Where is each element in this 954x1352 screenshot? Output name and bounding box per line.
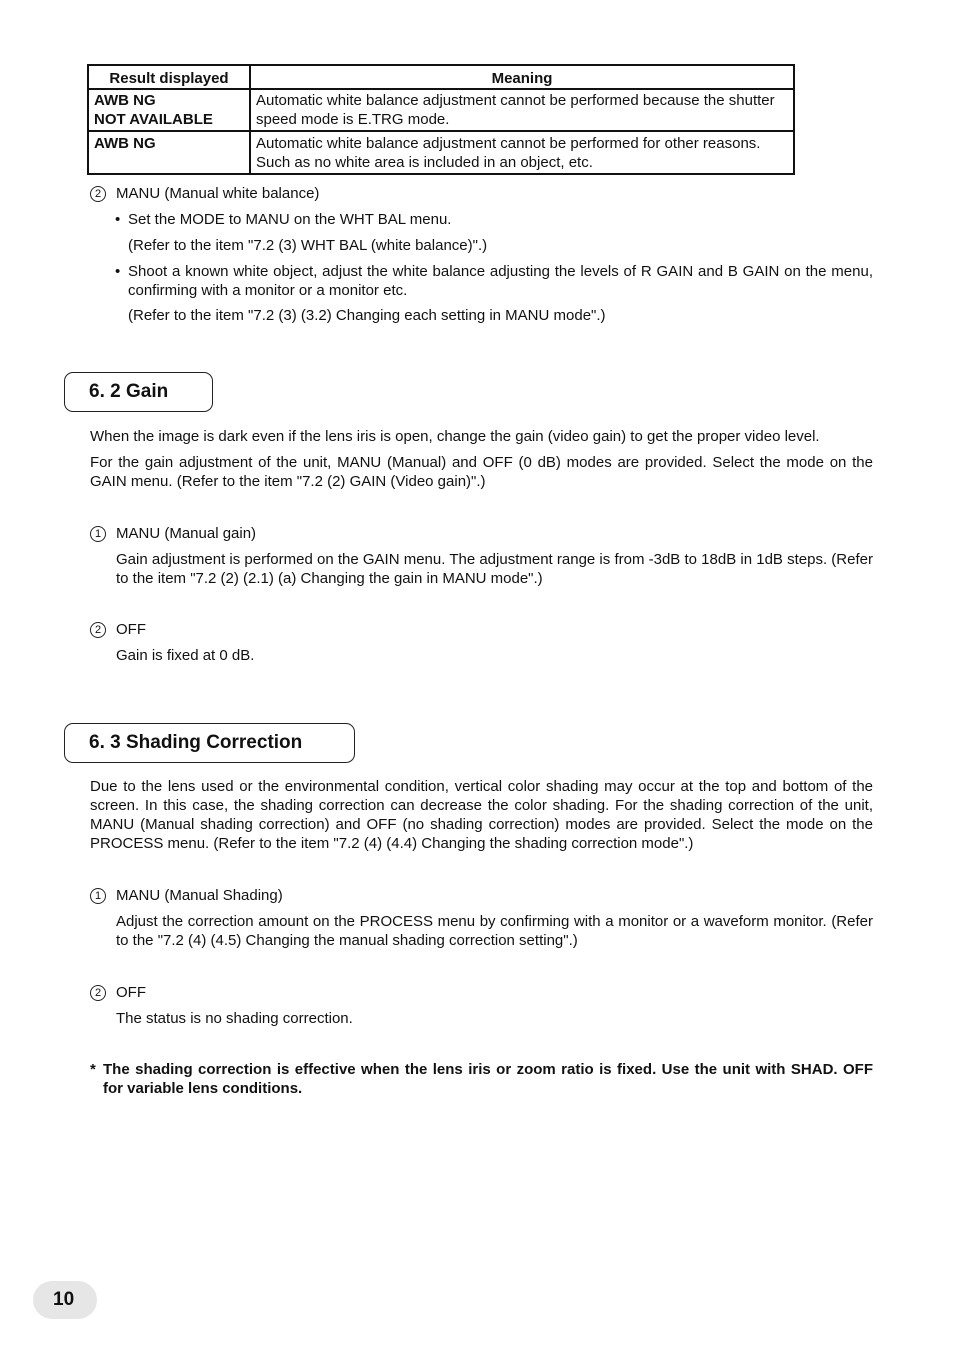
shading-note: The shading correction is effective when the lens iris or zoom ratio is fixed. Use the unit with SHAD. OFF for variable lens conditions. (103, 1061, 873, 1097)
item-number-circle: 2 (90, 985, 106, 1001)
table-row (88, 89, 794, 131)
shading-item-2-title-row (90, 983, 146, 1002)
item-number-circle: 1 (90, 526, 106, 542)
shading-paragraph-1: Due to the lens used or the environmental condition, vertical color shading may occur at the top and bottom of the screen. In this case, the shading correction can decrease the color shading. For the shading correction of the unit, MANU (Manual shading correction) and OFF (no shading correction) modes are provided. Select the mode on the PROCESS menu. (Refer to the item "7.2 (4) (4.4) Changing the shading correction mode".) (90, 778, 873, 852)
table-cell-meaning: Automatic white balance adjustment cannot be performed because the shutter speed mode is E.TRG mode. (250, 89, 794, 131)
shading-item-2-text: The status is no shading correction. (116, 1010, 353, 1027)
table-cell-result (88, 131, 250, 174)
note-asterisk: * (90, 1061, 96, 1078)
item-number-circle: 1 (90, 888, 106, 904)
section-heading-shading: 6. 3 Shading Correction (64, 723, 355, 763)
gain-item-1-title: MANU (Manual gain) (116, 525, 257, 542)
bullet-dot: • (115, 211, 121, 228)
column-header-meaning: Meaning (250, 65, 794, 89)
table-header-row (88, 65, 794, 89)
item-number-circle: 2 (90, 186, 106, 202)
shading-item-1-text: Adjust the correction amount on the PROCESS menu by confirming with a monitor or a waveform monitor. (Refer to the "7.2 (4) (4.5) Changing the manual shading correction setting".) (116, 913, 873, 949)
wb-manu-title: MANU (Manual white balance) (116, 185, 320, 202)
gain-paragraph-2: For the gain adjustment of the unit, MANU (Manual) and OFF (0 dB) modes are provided. Select the mode on the GAIN menu. (Refer to the item "7.2 (2) GAIN (Video gain)".) (90, 454, 873, 490)
column-header-result: Result displayed (88, 65, 250, 89)
section-heading-gain: 6. 2 Gain (64, 372, 213, 412)
gain-item-2-text: Gain is fixed at 0 dB. (116, 647, 255, 664)
wb-manu-bullet-1: Set the MODE to MANU on the WHT BAL menu. (128, 211, 452, 228)
result-line: AWB NG (94, 92, 156, 109)
gain-item-1-title-row (90, 524, 256, 543)
page-number-badge: 10 (33, 1281, 97, 1319)
table-row (88, 131, 794, 174)
wb-manu-bullet-2: Shoot a known white object, adjust the white balance adjusting the levels of R GAIN and B GAIN on the menu, confirming with a monitor or a monitor etc. (128, 263, 873, 299)
result-line: AWB NG (94, 135, 156, 152)
table-cell-meaning: Automatic white balance adjustment cannot be performed for other reasons. Such as no white area is included in an object, etc. (250, 131, 794, 174)
wb-manu-bullet-2-ref: (Refer to the item "7.2 (3) (3.2) Changing each setting in MANU mode".) (128, 307, 606, 324)
wb-manu-bullet-1-ref: (Refer to the item "7.2 (3) WHT BAL (white balance)".) (128, 237, 488, 254)
table-cell-result (88, 89, 250, 131)
bullet-dot: • (115, 263, 121, 280)
result-table (87, 64, 795, 175)
gain-item-1-text: Gain adjustment is performed on the GAIN menu. The adjustment range is from -3dB to 18dB in 1dB steps. (Refer to the item "7.2 (2) (2.1) (a) Changing the gain in MANU mode".) (116, 551, 873, 587)
shading-item-2-title: OFF (116, 984, 146, 1001)
wb-manu-item-title-row (90, 184, 319, 203)
shading-item-1-title-row (90, 886, 283, 905)
gain-item-2-title-row (90, 620, 146, 639)
shading-item-1-title: MANU (Manual Shading) (116, 887, 283, 904)
item-number-circle: 2 (90, 622, 106, 638)
result-line: NOT AVAILABLE (94, 111, 213, 128)
gain-item-2-title: OFF (116, 621, 146, 638)
gain-paragraph-1: When the image is dark even if the lens iris is open, change the gain (video gain) to get the proper video level. (90, 428, 820, 445)
